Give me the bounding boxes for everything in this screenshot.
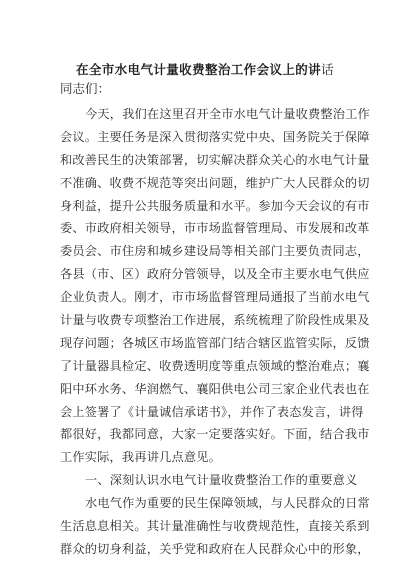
- body-line: 会上签署了《计量诚信承诺书》，并作了表态发言，讲得: [60, 404, 364, 419]
- salutation: 同志们：: [60, 81, 111, 96]
- body-line: 计量与收费专项整治工作进展，系统梳理了阶段性成果及: [60, 313, 370, 328]
- body-line: 群众的切身利益，关乎党和政府在人民群众心中的形象，: [60, 541, 370, 556]
- body-line: 委、市政府相关领导，市市场监督管理局、市发展和改革: [60, 221, 370, 236]
- body-line: 和改善民生的决策部署，切实解决群众关心的水电气计量: [60, 152, 370, 167]
- body-line: 不准确、收费不规范等突出问题，维护广大人民群众的切: [60, 175, 370, 190]
- body-text: [60, 103, 370, 561]
- title-main: 在全市水电气计量收费整治工作会议上的讲: [75, 62, 322, 77]
- body-line: 生活息息相关。其计量准确性与收费规范性，直接关系到: [60, 519, 370, 534]
- section-heading: 一、深刻认识水电气计量收费整治工作的重要意义: [85, 473, 358, 488]
- body-line: 都很好，我都同意，大家一定要落实好。下面，结合我市: [60, 427, 370, 442]
- document-title: [0, 60, 410, 78]
- body-line: 了计量器具检定、收费透明度等重点领域的整治难点；襄: [60, 358, 370, 373]
- body-line: 会议。主要任务是深入贯彻落实党中央、国务院关于保障: [60, 129, 370, 144]
- body-line: 各县（市、区）政府分管领导，以及全市主要水电气供应: [60, 267, 370, 282]
- body-line: 阳中环水务、华润燃气、襄阳供电公司三家企业代表也在: [60, 381, 370, 396]
- title-last-char: 话: [321, 62, 334, 77]
- body-line: 身利益，提升公共服务质量和水平。参加今天会议的有市: [60, 198, 370, 213]
- body-line: 委员会、市住房和城乡建设局等相关部门主要负责同志，: [60, 244, 370, 259]
- body-line: 现存问题；各城区市场监管部门结合辖区监管实际，反馈: [60, 335, 370, 350]
- body-line: 今天，我们在这里召开全市水电气计量收费整治工作: [85, 107, 370, 121]
- body-line: 企业负责人。刚才，市市场监督管理局通报了当前水电气: [60, 290, 370, 305]
- body-line: 工作实际，我再讲几点意见。: [60, 450, 222, 465]
- body-line: 水电气作为重要的民生保障领域，与人民群众的日常: [85, 496, 370, 511]
